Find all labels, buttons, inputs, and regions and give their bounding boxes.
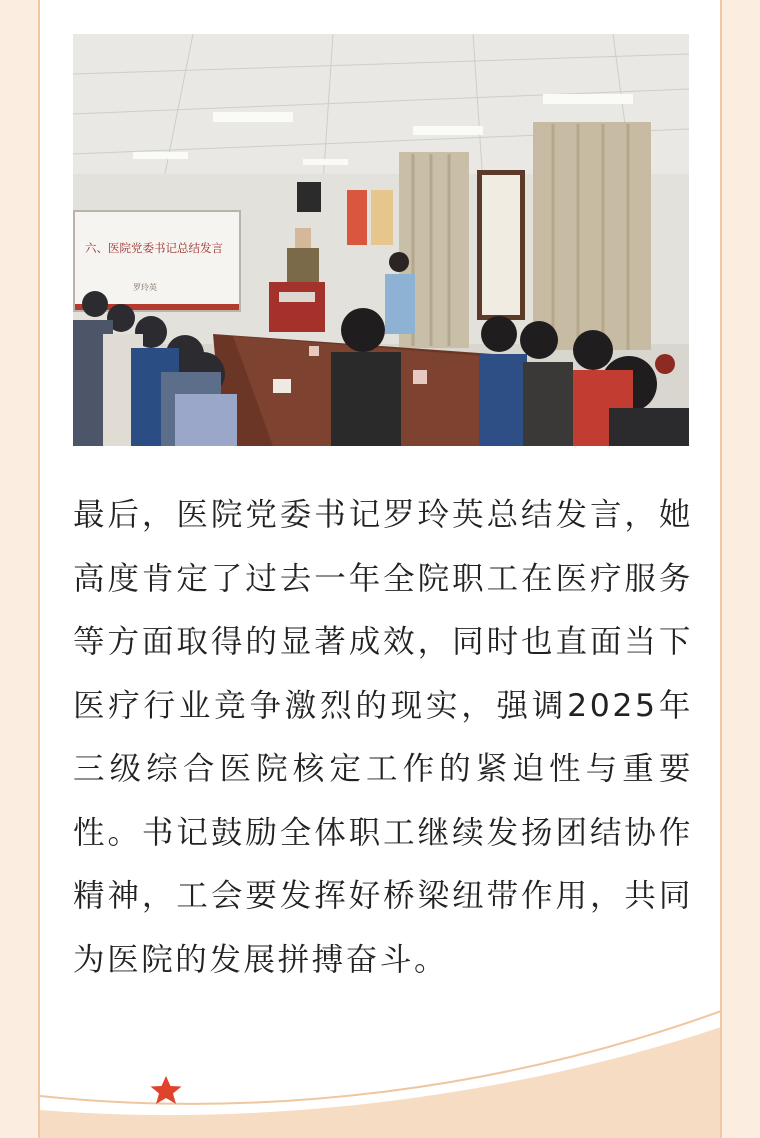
article-card	[38, 0, 722, 1138]
screen-title: 六、医院党委书记总结发言	[85, 243, 223, 255]
star-icon	[151, 1076, 182, 1104]
footer-wave-decoration	[40, 978, 722, 1138]
article-paragraph: 最后，医院党委书记罗玲英总结发言，她高度肯定了过去一年全院职工在医疗服务等方面取得的显著成效，同时也直面当下医疗行业竞争激烈的现实，强调2025年三级综合医院核定工作的紧迫性与重要性。书记鼓励全体职工继续发扬团结协作精神，工会要发挥好桥梁纽带作用，共同为医院的发展拼搏奋斗。	[73, 497, 693, 978]
meeting-photo	[73, 34, 689, 446]
screen-speaker: 罗玲英	[133, 283, 157, 292]
